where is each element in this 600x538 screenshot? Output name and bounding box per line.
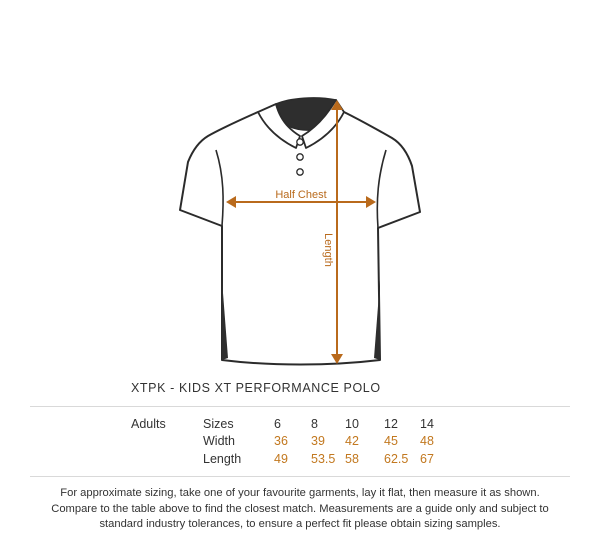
right-side-shade xyxy=(374,280,380,360)
table-bottom-divider xyxy=(30,476,570,477)
left-sleeve-seam xyxy=(216,150,223,226)
row-label-length: Length xyxy=(203,452,242,466)
note-line-2: Compare to the table above to find the closest match. Measurements are a guide only and subject to xyxy=(51,502,549,515)
length-cell: 49 xyxy=(274,452,288,466)
width-cell: 36 xyxy=(274,434,288,448)
length-cell: 58 xyxy=(345,452,359,466)
length-measure xyxy=(331,100,343,364)
button-1 xyxy=(297,139,303,145)
button-3 xyxy=(297,169,303,175)
product-title: XTPK - KIDS XT PERFORMANCE POLO xyxy=(131,381,381,395)
row-label-sizes: Sizes xyxy=(203,417,234,431)
size-cell: 12 xyxy=(384,417,398,431)
length-cell: 62.5 xyxy=(384,452,409,466)
width-cell: 45 xyxy=(384,434,398,448)
width-cell: 48 xyxy=(420,434,434,448)
length-cell: 53.5 xyxy=(311,452,336,466)
left-side-shade xyxy=(222,280,228,360)
size-cell: 10 xyxy=(345,417,359,431)
length-cell: 67 xyxy=(420,452,434,466)
size-cell: 14 xyxy=(420,417,434,431)
group-label: Adults xyxy=(131,417,166,431)
half-chest-label: Half Chest xyxy=(275,189,327,201)
width-cell: 42 xyxy=(345,434,359,448)
row-label-width: Width xyxy=(203,434,235,448)
sizing-note xyxy=(20,486,580,533)
length-label: Length xyxy=(322,233,334,267)
shirt-body-outline xyxy=(180,112,420,365)
size-cell: 6 xyxy=(274,417,281,431)
size-cell: 8 xyxy=(311,417,318,431)
button-2 xyxy=(297,154,303,160)
right-sleeve-seam xyxy=(377,150,386,228)
table-top-divider xyxy=(30,406,570,407)
width-cell: 39 xyxy=(311,434,325,448)
note-line-3: standard industry tolerances, to ensure a perfect fit please obtain sizing samples. xyxy=(99,518,501,530)
note-line-1: For approximate sizing, take one of your favourite garments, lay it flat, then measure it as shown. xyxy=(60,487,540,499)
